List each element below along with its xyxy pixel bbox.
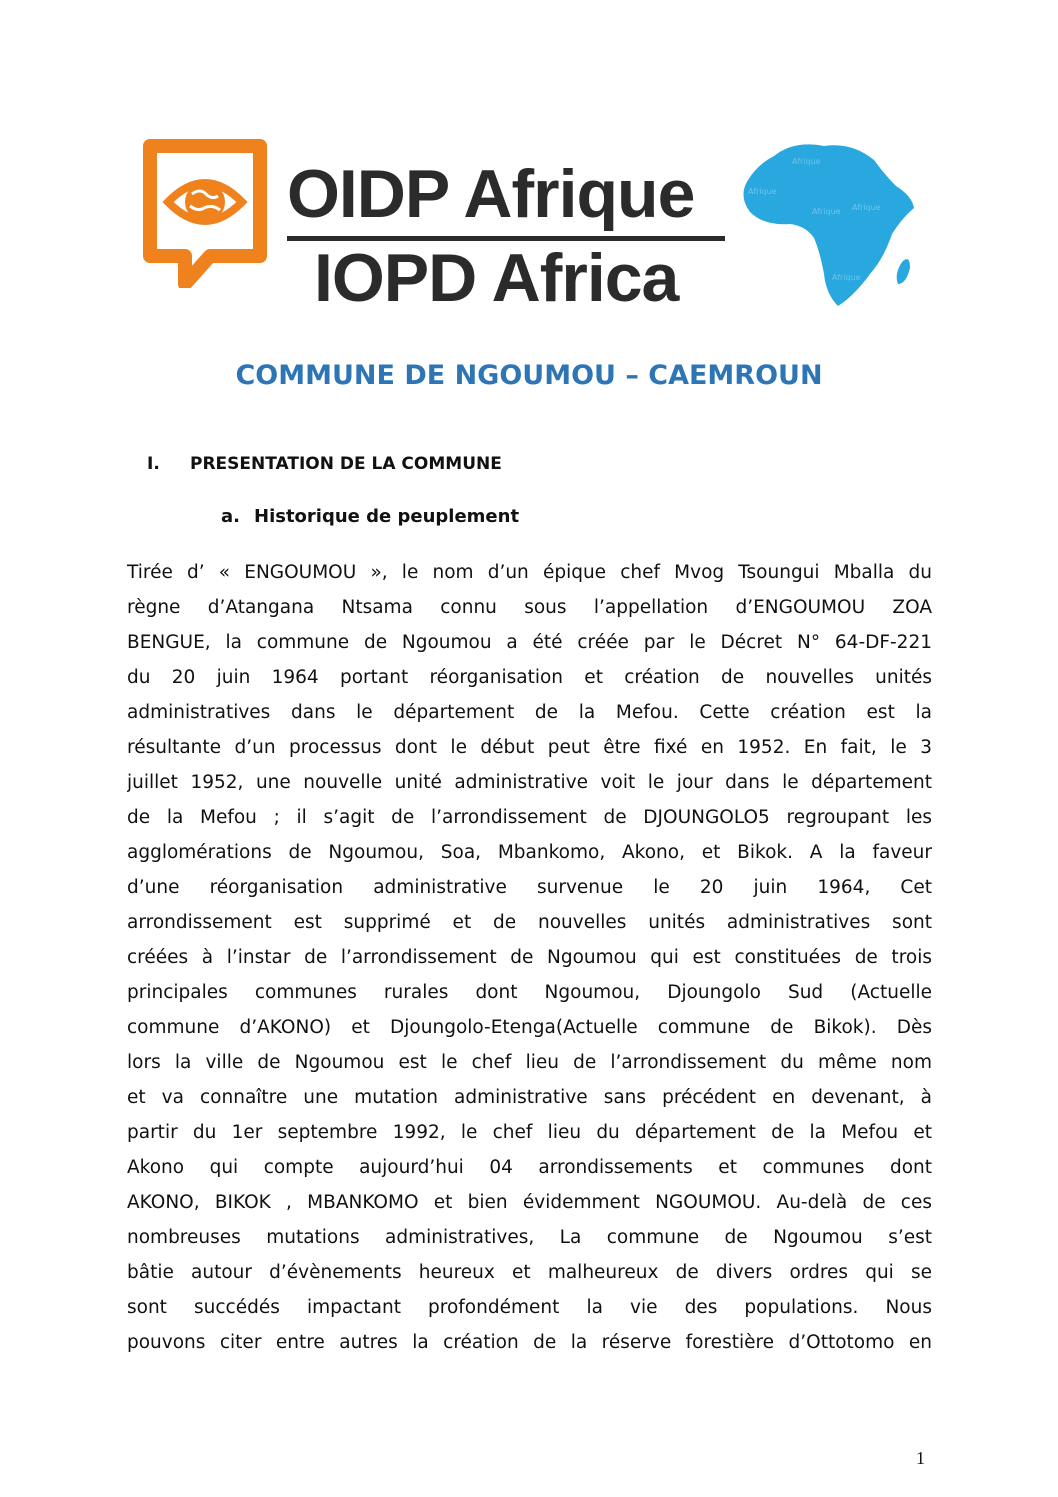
section-heading: PRESENTATION DE LA COMMUNE: [190, 454, 502, 474]
logo-line-iopd: IOPD Africa: [314, 240, 679, 316]
subsection-heading: Historique de peuplement: [254, 506, 520, 527]
map-label: Afrique: [792, 157, 821, 166]
page-number: 1: [916, 1448, 925, 1468]
paragraph-line: juillet 1952, une nouvelle unité administrative voit le jour dans le département: [127, 772, 932, 793]
map-label: Afrique: [748, 187, 777, 196]
logo-line-oidp: OIDP Afrique: [287, 156, 695, 232]
paragraph-line: sont succédés impactant profondément la vie des populations. Nous: [127, 1297, 932, 1318]
paragraph-line: AKONO, BIKOK , MBANKOMO et bien évidemment NGOUMOU. Au-delà de ces: [127, 1192, 932, 1213]
paragraph-line: de la Mefou ; il s’agit de l’arrondissement de DJOUNGOLO5 regroupant les: [127, 807, 932, 828]
paragraph-line: règne d’Atangana Ntsama connu sous l’appellation d’ENGOUMOU ZOA: [127, 597, 932, 618]
logo-banner: [122, 128, 918, 318]
paragraph-line: d’une réorganisation administrative survenue le 20 juin 1964, Cet: [127, 877, 932, 898]
paragraph-line: et va connaître une mutation administrative sans précédent en devenant, à: [127, 1087, 932, 1108]
map-label: Afrique: [832, 273, 861, 282]
map-label: Afrique: [812, 207, 841, 216]
africa-map-icon: [734, 134, 918, 310]
section-number: I.: [147, 454, 160, 474]
paragraph-line: du 20 juin 1964 portant réorganisation et création de nouvelles unités: [127, 667, 932, 688]
paragraph-line: partir du 1er septembre 1992, le chef lieu du département de la Mefou et: [127, 1122, 932, 1143]
paragraph-line: nombreuses mutations administratives, La commune de Ngoumou s’est: [127, 1227, 932, 1248]
paragraph-line: principales communes rurales dont Ngoumou, Djoungolo Sud (Actuelle: [127, 982, 932, 1003]
paragraph-line: lors la ville de Ngoumou est le chef lieu de l’arrondissement du même nom: [127, 1052, 932, 1073]
paragraph-line: agglomérations de Ngoumou, Soa, Mbankomo, Akono, et Bikok. A la faveur: [127, 842, 932, 863]
document-title: COMMUNE DE NGOUMOU – CAEMROUN: [235, 360, 823, 391]
map-label: Afrique: [852, 203, 881, 212]
paragraph-line: commune d’AKONO) et Djoungolo-Etenga(Actuelle commune de Bikok). Dès: [127, 1017, 932, 1038]
subsection-letter: a.: [221, 506, 240, 527]
paragraph-line: pouvons citer entre autres la création de la réserve forestière d’Ottotomo en: [127, 1332, 932, 1353]
paragraph-line: arrondissement est supprimé et de nouvelles unités administratives sont: [127, 912, 932, 933]
paragraph-line: Tirée d’ « ENGOUMOU », le nom d’un épique chef Mvog Tsoungui Mballa du: [127, 562, 932, 583]
paragraph-line: BENGUE, la commune de Ngoumou a été créée par le Décret N° 64-DF-221: [127, 632, 932, 653]
paragraph-line: créées à l’instar de l’arrondissement de Ngoumou qui est constituées de trois: [127, 947, 932, 968]
paragraph-line: bâtie autour d’évènements heureux et malheureux de divers ordres qui se: [127, 1262, 932, 1283]
paragraph-line: Akono qui compte aujourd’hui 04 arrondissements et communes dont: [127, 1157, 932, 1178]
body-paragraph: [127, 555, 932, 1360]
paragraph-line: résultante d’un processus dont le début peut être fixé en 1952. En fait, le 3: [127, 737, 932, 758]
paragraph-line: administratives dans le département de la Mefou. Cette création est la: [127, 702, 932, 723]
eye-globe-icon: [140, 138, 270, 288]
